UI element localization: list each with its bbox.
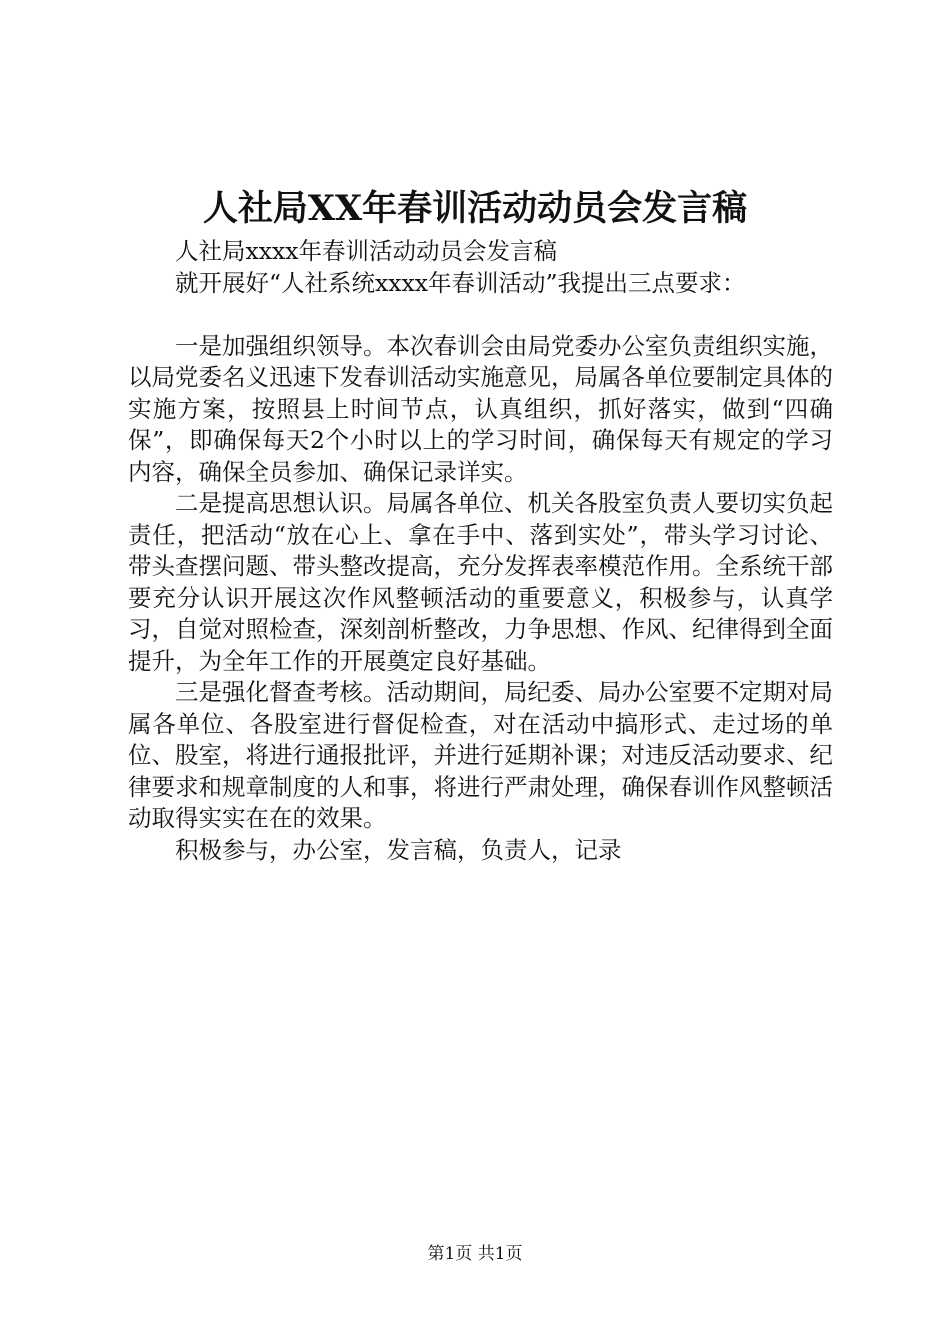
- intro-paragraph: 就开展好“人社系统xxxx年春训活动”我提出三点要求：: [175, 268, 746, 297]
- document-title: 人社局XX年春训活动动员会发言稿: [202, 188, 748, 229]
- keywords-paragraph: 积极参与，办公室，发言稿，负责人，记录: [175, 835, 622, 864]
- requirement-two-paragraph: 二是提高思想认识。局属各单位、机关各股室负责人要切实负起责任，把活动“放在心上、拿在手中、落到实处”，带头学习讨论、带头查摆问题、带头整改提高，充分发挥表率模范作用。全系统干部要充分认识开展这次作风整顿活动的重要意义，积极参与，认真学习，自觉对照检查，深刻剖析整改，力争思想、作风、纪律得到全面提升，为全年工作的开展奠定良好基础。: [128, 489, 833, 675]
- requirement-one-paragraph: 一是加强组织领导。本次春训会由局党委办公室负责组织实施，以局党委名义迅速下发春训活动实施意见，局属各单位要制定具体的实施方案，按照县上时间节点，认真组织，抓好落实，做到“四确保”，即确保每天2个小时以上的学习时间，确保每天有规定的学习内容，确保全员参加、确保记录详实。: [128, 331, 833, 486]
- requirement-three-paragraph: 三是强化督查考核。活动期间，局纪委、局办公室要不定期对局属各单位、各股室进行督促检查，对在活动中搞形式、走过场的单位、股室，将进行通报批评，并进行延期补课；对违反活动要求、纪律要求和规章制度的人和事，将进行严肃处理，确保春训作风整顿活动取得实实在在的效果。: [128, 678, 833, 832]
- page-footer: 第1页 共1页: [427, 1244, 523, 1264]
- subtitle-paragraph: 人社局xxxx年春训活动动员会发言稿: [175, 237, 558, 265]
- document-body: [128, 236, 833, 866]
